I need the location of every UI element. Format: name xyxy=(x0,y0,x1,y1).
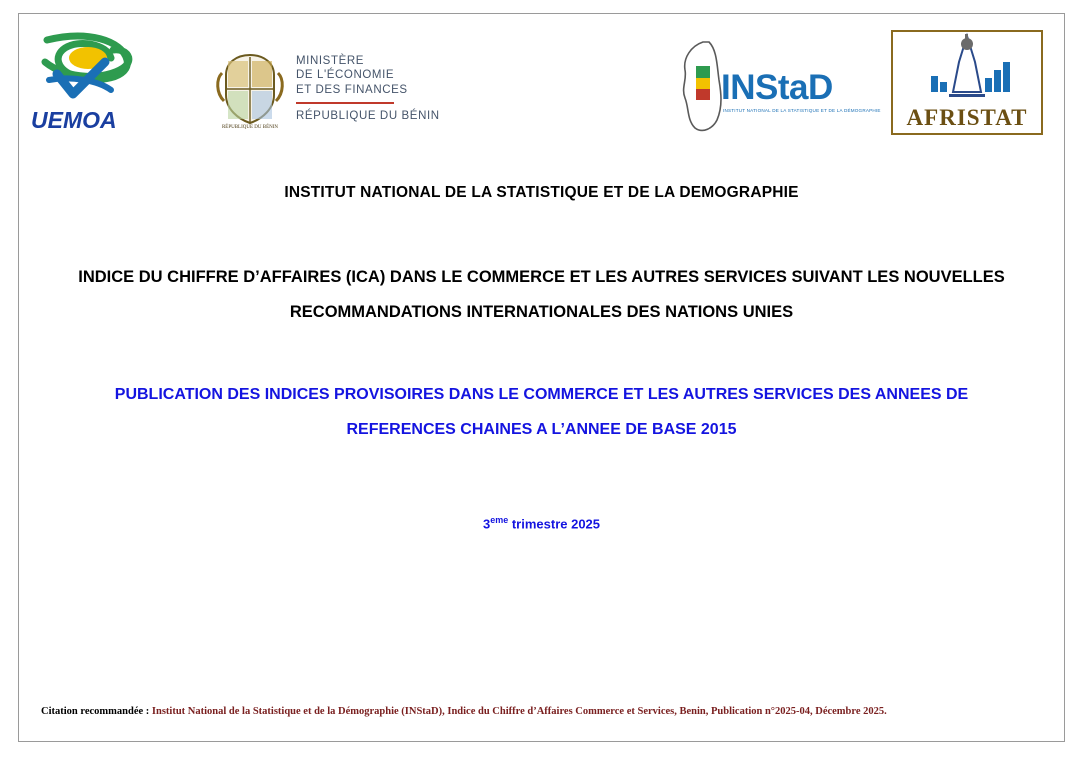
document-main-title xyxy=(19,260,1064,331)
uemoa-logo xyxy=(27,28,157,133)
quarter-number: 3 xyxy=(482,516,491,532)
instad-subtitle: INSTITUT NATIONAL DE LA STATISTIQUE ET DE LA DÉMOGRAPHIE xyxy=(723,108,881,113)
main-title-line-1: INDICE DU CHIFFRE D’AFFAIRES (ICA) DANS LE COMMERCE ET LES AUTRES SERVICES SUIVANT LES NOUVELLES xyxy=(78,268,1005,286)
citation-label: Citation recommandée : xyxy=(41,706,152,718)
ministere-logo xyxy=(214,46,474,131)
ministere-republic-label: RÉPUBLIQUE DU BÉNIN xyxy=(296,109,440,122)
subtitle-line-1: PUBLICATION DES INDICES PROVISOIRES DANS LE COMMERCE ET LES AUTRES SERVICES DES ANNEES DE xyxy=(114,385,969,403)
main-title-line-2: RECOMMANDATIONS INTERNATIONALES DES NATIONS UNIES xyxy=(289,303,794,322)
citation-footer xyxy=(41,705,1042,719)
document-subtitle xyxy=(19,377,1064,447)
instad-wordmark: INStaD xyxy=(721,68,833,107)
publication-period xyxy=(19,515,1064,531)
afristat-wordmark: AFRISTAT xyxy=(906,105,1028,130)
svg-text:RÉPUBLIQUE DU BÉNIN: RÉPUBLIQUE DU BÉNIN xyxy=(221,124,279,129)
ministere-line-2: DE L'ÉCONOMIE xyxy=(296,69,395,82)
ministere-divider xyxy=(296,102,394,104)
ministere-line-1: MINISTÈRE xyxy=(296,55,365,68)
quarter-exponent: eme xyxy=(490,515,509,526)
document-page xyxy=(18,13,1065,742)
organization-title: INSTITUT NATIONAL DE LA STATISTIQUE ET DE LA DEMOGRAPHIE xyxy=(284,184,799,201)
subtitle-line-2: REFERENCES CHAINES A L’ANNEE DE BASE 2015 xyxy=(346,421,737,439)
benin-coat-of-arms-icon xyxy=(214,49,286,129)
logo-bar xyxy=(19,14,1064,134)
citation-text: Institut National de la Statistique et de la Démographie (INStaD), Indice du Chiffre d’Affaires Commerce et Services, Benin, Publication n°2025-04, Décembre 2025. xyxy=(151,706,887,718)
instad-logo xyxy=(669,36,881,136)
svg-text:UEMOA: UEMOA xyxy=(31,107,117,133)
ministere-line-3: ET DES FINANCES xyxy=(296,83,408,96)
quarter-rest: trimestre 2025 xyxy=(508,516,601,532)
afristat-logo xyxy=(891,30,1043,135)
